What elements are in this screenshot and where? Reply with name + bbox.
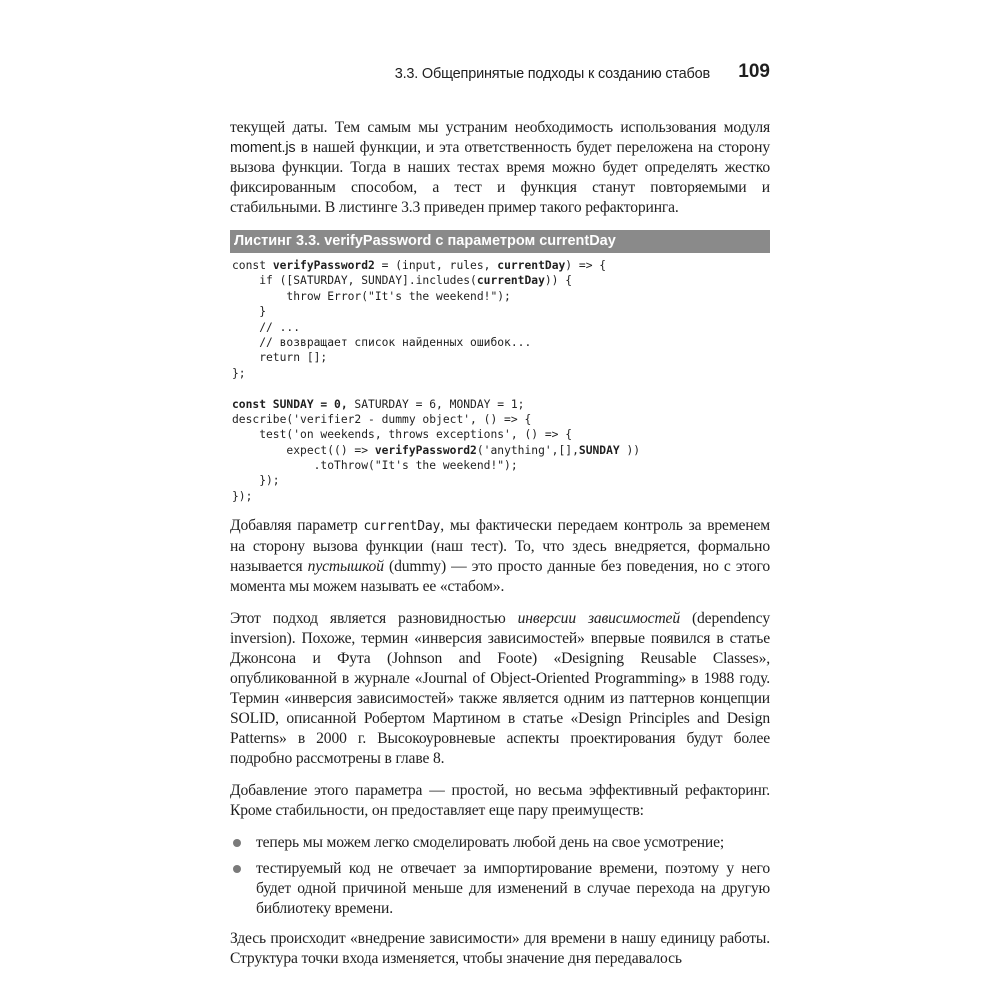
listing-title: Листинг 3.3. verifyPassword с параметром currentDay xyxy=(230,230,770,253)
list-item xyxy=(230,859,770,919)
code-line: const verifyPassword2 = (input, rules, currentDay) => { xyxy=(232,259,607,272)
code-line: return []; xyxy=(232,351,328,365)
benefits-list xyxy=(230,833,770,919)
book-page xyxy=(230,60,770,981)
paragraph-intro xyxy=(230,118,770,218)
paragraph-text: Этот подход является разновидностью xyxy=(230,610,518,628)
paragraph-text: текущей даты. Тем самым мы устраним необходимость использования модуля xyxy=(230,119,770,136)
code-line: }); xyxy=(232,489,253,503)
code-blank-line xyxy=(232,381,770,396)
page-number: 109 xyxy=(738,61,770,82)
code-line: if ([SATURDAY, SUNDAY].includes(currentDay)) { xyxy=(232,274,573,288)
inline-code-momentjs: moment.js xyxy=(230,140,296,156)
paragraph-text: в нашей функции, и эта ответственность будет переложена на сторону вызова функции. Тогда в наших тестах время можно будет определять жестко фиксированным способом, а тест и функция станут повторяемыми и стабильными. В листинге 3.3 приведен пример такого рефакторинга. xyxy=(230,139,770,216)
list-item-text: теперь мы можем легко смоделировать любой день на свое усмотрение; xyxy=(256,834,725,852)
italic-term: инверсии зависимостей xyxy=(517,610,680,628)
paragraph-refactoring: Добавление этого параметра — простой, но весьма эффективный рефакторинг. Кроме стабильности, он предоставляет еще пару преимуществ: xyxy=(230,782,770,820)
code-line: expect(() => verifyPassword2('anything',[],SUNDAY )) xyxy=(232,443,641,457)
code-line: throw Error("It's the weekend!"); xyxy=(232,289,511,303)
paragraph-text: (dummy) — это просто данные без поведения, но с этого момента мы можем называть ее «стабом». xyxy=(230,558,770,596)
code-line: test('on weekends, throws exceptions', () => { xyxy=(232,428,573,442)
code-line: // возвращает список найденных ошибок... xyxy=(232,335,532,349)
list-item-text: тестируемый код не отвечает за импортирование времени, поэтому у него будет одной причиной меньше для изменений в случае перехода на другую библиотеку времени. xyxy=(256,860,770,918)
paragraph-text: (dependency inversion). Похоже, термин «инверсия зависимостей» впервые появился в статье Джонсона и Фута (Johnson and Foote) «Designing Reusable Classes», опубликованной в журнале «Journal of Object-Oriented Programming» в 1988 году. Термин «инверсия зависимостей» также является одним из паттернов концепции SOLID, описанной Робертом Мартином в статье «Design Principles and Design Patterns» в 2000 г. Высокоуровневые аспекты проектирования будут более подробно рассмотрены в главе 8. xyxy=(230,610,770,768)
inline-code-currentday: currentDay xyxy=(363,519,441,535)
code-line: }; xyxy=(232,366,246,380)
paragraph-injection: Здесь происходит «внедрение зависимости» для времени в нашу единицу работы. Структура точки входа изменяется, чтобы значение дня передавалось xyxy=(230,930,770,968)
code-line: } xyxy=(232,305,267,319)
bullet-icon xyxy=(233,839,241,847)
italic-term: пустышкой xyxy=(307,558,384,576)
code-line: }); xyxy=(232,474,280,488)
bullet-icon xyxy=(233,865,241,873)
paragraph-dummy xyxy=(230,516,770,597)
running-title: 3.3. Общепринятые подходы к созданию стабов xyxy=(394,66,710,82)
code-line: .toThrow("It's the weekend!"); xyxy=(232,459,518,473)
code-line: const SUNDAY = 0, SATURDAY = 6, MONDAY = 1; xyxy=(232,397,525,411)
list-item xyxy=(230,833,770,853)
code-listing xyxy=(232,258,770,504)
code-line: describe('verifier2 - dummy object', () => { xyxy=(232,412,532,426)
running-header xyxy=(230,60,770,90)
paragraph-text: Добавляя параметр xyxy=(230,517,364,535)
paragraph-dependency-inversion xyxy=(230,609,770,769)
code-line: // ... xyxy=(232,320,301,334)
paragraph-text: , мы фактически передаем контроль за временем на сторону вызова функции (наш тест). То, что здесь внедряется, формально называется xyxy=(230,517,770,576)
